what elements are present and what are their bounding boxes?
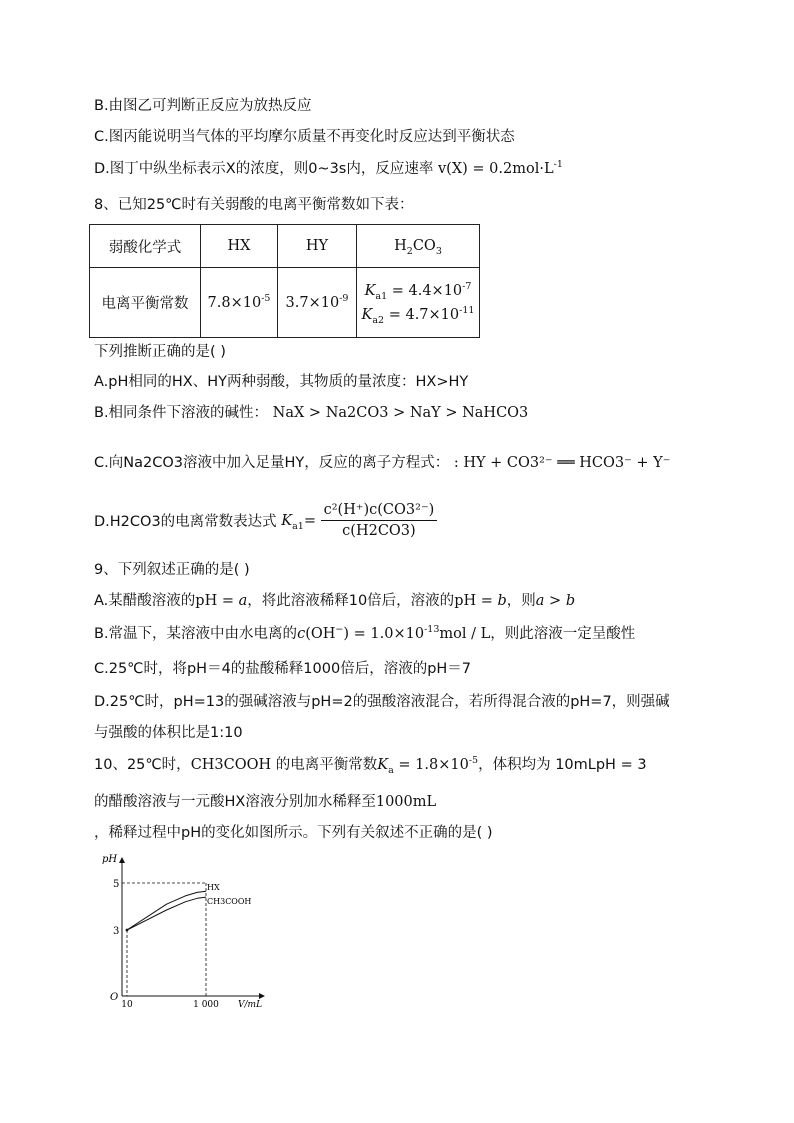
q7-option-c: C.图丙能说明当气体的平均摩尔质量不再变化时反应达到平衡状态	[94, 129, 515, 145]
q8-question: 下列推断正确的是( )	[94, 344, 226, 360]
q9-stem: 9、下列叙述正确的是( )	[94, 562, 250, 578]
table-hx-value: $7.8\times 10^{-5}$	[201, 268, 278, 338]
q8-option-c	[94, 453, 670, 473]
y-tick-3: 3	[113, 926, 120, 937]
table-header-label: 弱酸化学式	[90, 225, 201, 268]
q8-option-b	[94, 403, 528, 423]
x-axis-label: V/mL	[238, 1000, 263, 1010]
q8-stem: 8、已知25℃时有关弱酸的电离平衡常数如下表：	[94, 197, 414, 213]
ph-dilution-chart	[96, 850, 276, 1010]
ka1-expression	[321, 502, 438, 539]
y-tick-5: 5	[113, 879, 120, 890]
start-point	[126, 929, 129, 932]
table-row-label: 电离平衡常数	[90, 268, 201, 338]
q9-option-d-line1: D.25℃时，pH=13的强碱溶液与pH=2的强酸溶液混合，若所得混合液的pH=7，则强碱	[94, 694, 670, 710]
q9-option-b: B.常温下，某溶液中由水电离的$c(OH^-) = 1.0\times 10^{-13}mol / L$，则此溶液一定呈酸性	[94, 624, 636, 642]
q10-stem-line1: 10、25℃时，CH3COOH 的电离平衡常数$K_a = 1.8\times 10^{-5}$，体积均为 10mLpH = 3	[94, 755, 647, 776]
q10-stem-line3: ，稀释过程中pH的变化如图所示。下列有关叙述不正确的是( )	[94, 825, 493, 841]
q7-option-d-sup: -1	[553, 159, 563, 171]
ka1-denominator: c(H2CO3)	[342, 523, 416, 539]
table-hy-value: $3.7\times 10^{-9}$	[278, 268, 357, 338]
q7-option-b: B.由图乙可判断正反应为放热反应	[94, 98, 312, 114]
series-line-ch3cooh	[127, 897, 206, 930]
table-h2co3-value	[357, 268, 480, 338]
q8-option-a: A.pH相同的HX、HY两种弱酸，其物质的量浓度：HX>HY	[94, 374, 469, 390]
table-header-hy: HY	[278, 225, 357, 268]
q8-option-b-formula: NaX > Na2CO3 > NaY > NaHCO3	[272, 405, 529, 421]
q7-option-d-formula: v(X) = 0.2mol·L	[437, 161, 554, 177]
q8-option-d-text: D.H2CO3的电离常数表达式	[94, 514, 277, 530]
q9-option-a: A.某醋酸溶液的pH = a，将此溶液稀释10倍后，溶液的pH = b，则a > b	[94, 593, 576, 609]
q7-option-d	[94, 159, 563, 179]
q8-option-b-text: B.相同条件下溶液的碱性：	[94, 405, 269, 421]
table-header-hx: HX	[201, 225, 278, 268]
q8-option-d: D.H2CO3的电离常数表达式 $K_{a1}=$ $\frac{\text{c²(H⁺)c(CO3²⁻)}}{c(H2CO3)}$	[94, 502, 437, 539]
q7-option-d-text: D.图丁中纵坐标表示X的浓度，则0~3s内，反应速率	[94, 161, 434, 177]
y-axis-label: pH	[102, 854, 118, 865]
x-tick-10: 10	[121, 1000, 133, 1010]
ka2-value: $K_{a2} = 4.7\times 10^{-11}$	[361, 304, 475, 326]
x-tick-1000: 1 000	[193, 1000, 219, 1010]
q8-option-c-text: C.向Na2CO3溶液中加入足量HY，反应的离子方程式：	[94, 455, 450, 471]
series-label-hx: HX	[207, 883, 220, 893]
q10-stem-line2: 的醋酸溶液与一元酸HX溶液分别加水稀释至1000mL	[94, 794, 437, 810]
series-label-ch3cooh: CH3COOH	[207, 897, 252, 907]
q8-option-c-formula: : HY + CO3²⁻ ══ HCO3⁻ + Y⁻	[453, 455, 671, 471]
ka1-numerator: c²(H⁺)c(CO3²⁻)	[321, 502, 438, 521]
table-header-h2co3: $H_2CO_3$	[357, 225, 480, 268]
origin-label: O	[110, 992, 119, 1003]
acid-constants-table	[89, 224, 480, 338]
ka1-value: $K_{a1} = 4.4\times 10^{-7}$	[364, 280, 472, 302]
q9-option-d-line2: 与强酸的体积比是1:10	[94, 725, 243, 741]
q9-option-c: C.25℃时，将pH＝4的盐酸稀释1000倍后，溶液的pH＝7	[94, 661, 472, 677]
